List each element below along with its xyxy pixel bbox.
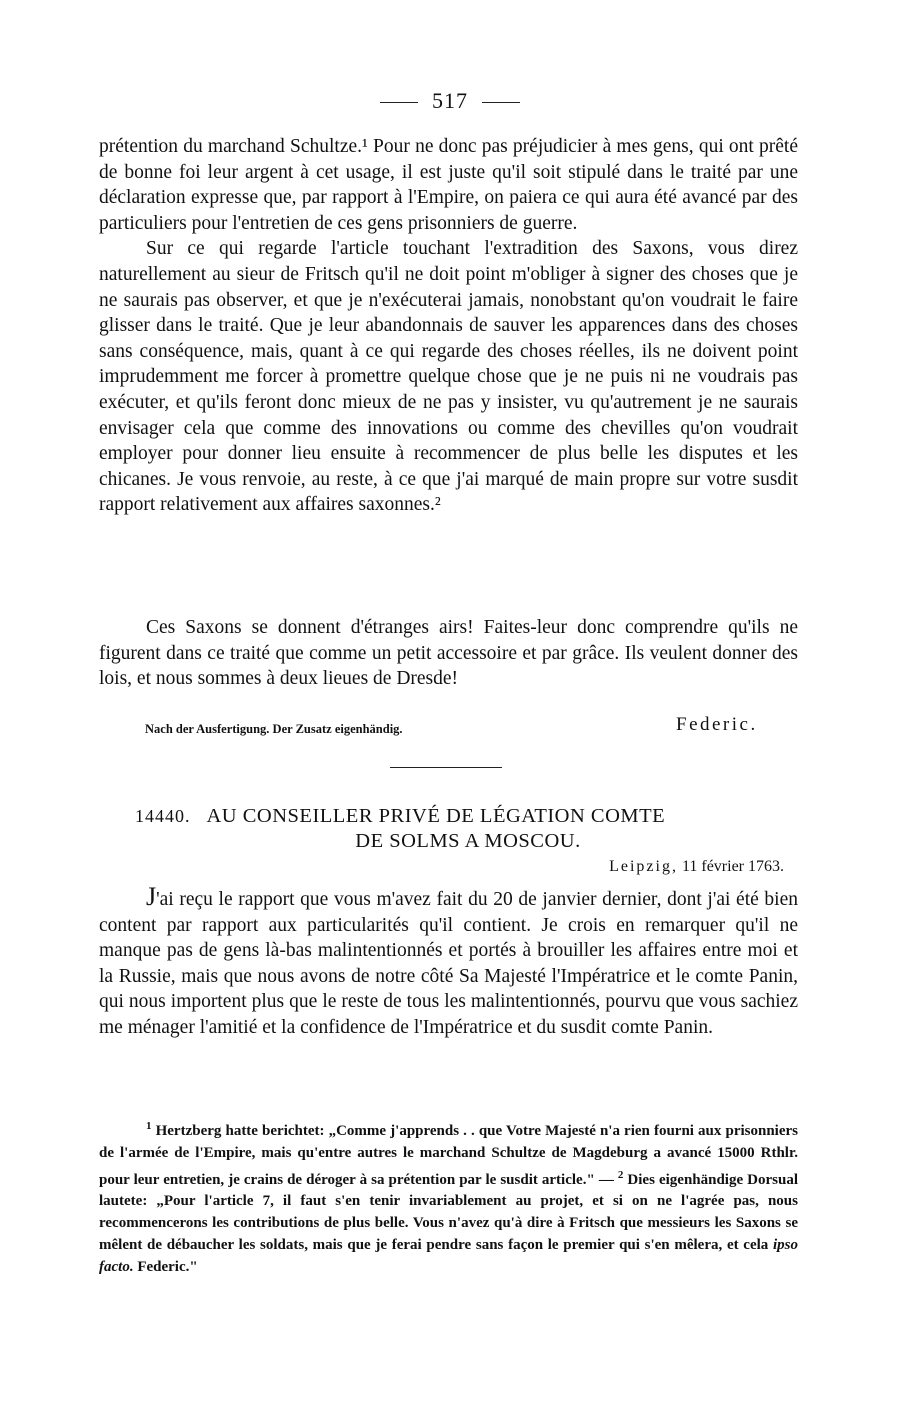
letter-paragraph-text: 'ai reçu le rapport que vous m'avez fait du 20 de janvier dernier, dont j'ai été bien content par rapport aux particularités qu'il contient. Je crois en remarquer qu'il ne manque pas de gens là-bas malintentionnés et portés à brouiller les affaires entre moi et la Russie, mais que nous avons de notre côté Sa Majesté l'Impératrice et le comte Panin, qui nous importent plus que le reste de tous les malintentionnés, pourvu que vous sachiez me ménager l'amitié et la confidence de l'Impératrice et du susdit comte Panin. (99, 889, 798, 1038)
postscript-paragraph: Ces Saxons se donnent d'étranges airs! Faites-leur donc comprendre qu'ils ne figurent dans ce traité que comme un petit accessoire et par grâce. Ils veulent donner des lois, et nous sommes à deux lieues de Dresde! (99, 617, 798, 690)
dateline (540, 858, 784, 876)
dateline-date: 11 février 1763. (681, 858, 784, 875)
page-number: 517 (432, 88, 468, 113)
footnotes (99, 1116, 798, 1279)
dateline-place: Leipzig, (609, 858, 678, 875)
footnote-2-text: Dies eigenhändige Dorsual lautete: „Pour l'article 7, il faut s'en tenir invariablement au projet, et si on ne l'agrée pas, nous recommencerons les contributions de plus belle. Vous n'avez qu'à dire à Fritsch que messieurs les Saxons se mêlent de débaucher les soldats, mais que je ferai pendre sans façon le premier qui s'en mêlera, et cela (99, 1171, 799, 1253)
header-dash-left (380, 102, 418, 103)
header-dash-right (482, 102, 520, 103)
footnote-mark-1: 1 (146, 1120, 152, 1132)
letter-body-continued (99, 134, 798, 518)
footnote-italic: ipso facto. (99, 1236, 798, 1275)
page-header (0, 88, 900, 114)
paragraph-2: Sur ce qui regarde l'article touchant l'extradition des Saxons, vous direz naturellement au sieur de Fritsch qu'il ne doit point m'obliger à signer des choses que je ne saurais pas observer, et que je n'exécuterai jamais, nonobstant qu'on voudrait le faire glisser dans le traité. Que je leur abandonnais de sauver les apparences dans des choses sans conséquence, mais, quant à ce qui regarde des choses réelles, ils ne doivent point imprudemment me forcer à promettre quelque chose que je ne puis ni ne voudrais pas exécuter, et qu'ils feront donc mieux de ne pas y insister, vu qu'autrement je ne saurais envisager cela que comme des innovations ou comme des chevilles qu'on voudrait employer pour donner lieu ensuite à recommencer de plus belle les disputes et les chicanes. Je vous renvoie, au reste, à ce que j'ai marqué de main propre sur votre susdit rapport relativement aux affaires saxonnes.² (99, 238, 798, 516)
letter-paragraph (99, 884, 798, 1041)
postscript (99, 615, 798, 692)
letter-number: 14440. (135, 806, 191, 826)
drop-cap: J (146, 882, 157, 911)
footnote-2-end: Federic." (137, 1258, 198, 1275)
letter-title-line1: AU CONSEILLER PRIVÉ DE LÉGATION COMTE (206, 805, 666, 827)
signature: Federic. (676, 714, 758, 735)
footnote-mark-2: 2 (617, 1168, 624, 1181)
source-note: Nach der Ausfertigung. Der Zusatz eigenhändig. (145, 722, 403, 736)
section-divider (390, 767, 502, 768)
letter-heading (135, 804, 765, 854)
letter-body (99, 884, 798, 1041)
letter-title-line2: DE SOLMS A MOSCOU. (355, 830, 581, 852)
paragraph-1: prétention du marchand Schultze.¹ Pour ne donc pas préjudicier à mes gens, qui ont prêté de bonne foi leur argent à cet usage, il est juste qu'il soit stipulé dans le traité par une déclaration expresse que, par rapport à l'Empire, on paiera ce qui aura été avancé par des particuliers pour l'entretien de ces gens prisonniers de guerre. (99, 136, 798, 234)
footnote-block (99, 1116, 798, 1279)
footnote-1-text: Hertzberg hatte berichtet: „Comme j'apprends . . que Votre Majesté n'a rien fourni aux prisonniers de l'armée de l'Empire, mais qu'entre autres le marchand Schultze de Magdeburg a avancé 15000 Rthlr. pour leur entretien, je crains de déroger à sa prétention par le susdit article." — (99, 1123, 798, 1188)
